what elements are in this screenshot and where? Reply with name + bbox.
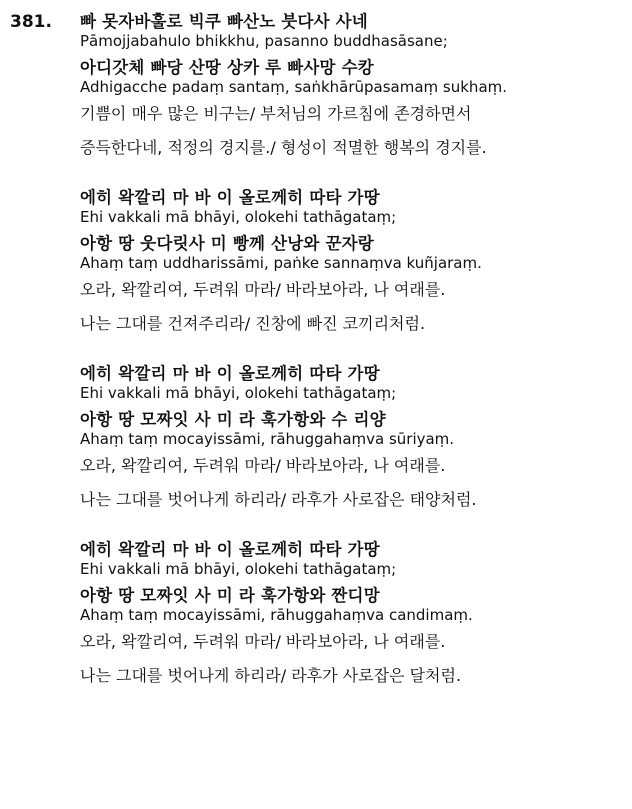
translation-line: 증득한다네, 적정의 경지를./ 형성이 적멸한 행복의 경지를. [80, 138, 487, 157]
korean-transliteration-line: 아항 땅 웃다릿사 미 빵께 산낭와 꾼자랑 [80, 234, 374, 253]
pali-line: Ahaṃ taṃ uddharissāmi, paṅke sannaṃva kuñjaraṃ. [80, 254, 482, 272]
translation-line: 나는 그대를 벗어나게 하리라/ 라후가 사로잡은 태양처럼. [80, 490, 477, 509]
translation-line: 나는 그대를 벗어나게 하리라/ 라후가 사로잡은 달처럼. [80, 666, 462, 685]
verse-number: 381. [10, 12, 52, 32]
stanza-4 [80, 540, 625, 686]
translation-line: 오라, 왁깔리여, 두려워 마라/ 바라보아라, 나 여래를. [80, 280, 446, 299]
pali-line: Pāmojjabahulo bhikkhu, pasanno buddhasāsane; [80, 32, 448, 50]
korean-transliteration-line: 아디갓체 빠당 산땅 상카 루 빠사망 수캉 [80, 58, 374, 77]
translation-line: 나는 그대를 건져주리라/ 진창에 빠진 코끼리처럼. [80, 314, 426, 333]
stanza-2 [80, 188, 625, 334]
korean-transliteration-line: 아항 땅 모짜잇 사 미 라 훅가항와 짠디망 [80, 586, 380, 605]
korean-transliteration-line: 에히 왁깔리 마 바 이 올로께히 따타 가땅 [80, 188, 380, 207]
pali-line: Ehi vakkali mā bhāyi, olokehi tathāgataṃ; [80, 384, 397, 402]
pali-line: Ahaṃ taṃ mocayissāmi, rāhuggahaṃva candimaṃ. [80, 606, 473, 624]
pali-line: Ehi vakkali mā bhāyi, olokehi tathāgataṃ; [80, 560, 397, 578]
translation-line: 오라, 왁깔리여, 두려워 마라/ 바라보아라, 나 여래를. [80, 456, 446, 475]
verse-content [80, 12, 625, 686]
translation-line: 오라, 왁깔리여, 두려워 마라/ 바라보아라, 나 여래를. [80, 632, 446, 651]
pali-line: Adhigacche padaṃ santaṃ, saṅkhārūpasamaṃ sukhaṃ. [80, 78, 508, 96]
korean-transliteration-line: 에히 왁깔리 마 바 이 올로께히 따타 가땅 [80, 540, 380, 559]
korean-transliteration-line: 에히 왁깔리 마 바 이 올로께히 따타 가땅 [80, 364, 380, 383]
pali-line: Ehi vakkali mā bhāyi, olokehi tathāgataṃ; [80, 208, 397, 226]
translation-line: 기쁨이 매우 많은 비구는/ 부처님의 가르침에 존경하면서 [80, 104, 472, 123]
korean-transliteration-line: 빠 못자바훌로 빅쿠 빠산노 붓다사 사네 [80, 12, 368, 31]
stanza-3 [80, 364, 625, 510]
pali-line: Ahaṃ taṃ mocayissāmi, rāhuggahaṃva sūriyaṃ. [80, 430, 455, 448]
korean-transliteration-line: 아항 땅 모짜잇 사 미 라 훅가항와 수 리양 [80, 410, 386, 429]
stanza-1 [80, 12, 625, 158]
